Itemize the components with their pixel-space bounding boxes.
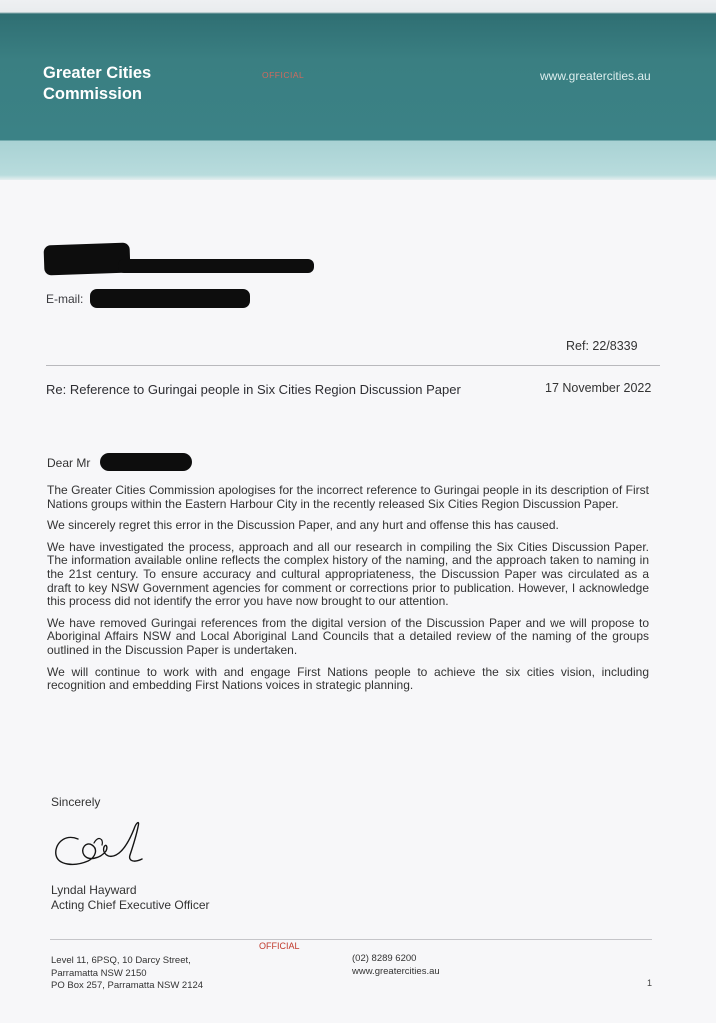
reference-number: Ref: 22/8339 xyxy=(566,339,638,353)
closing: Sincerely xyxy=(51,795,101,809)
address-line-2: Parramatta NSW 2150 xyxy=(51,967,147,979)
signer-name: Lyndal Hayward xyxy=(51,883,137,897)
footer-website: www.greatercities.au xyxy=(352,965,440,977)
redacted-name xyxy=(44,243,131,276)
brand-logo-text xyxy=(43,63,151,105)
signer-title: Acting Chief Executive Officer xyxy=(51,898,210,912)
footer-divider xyxy=(50,939,652,940)
footer-address xyxy=(51,955,203,993)
brand-line-2: Commission xyxy=(43,85,143,103)
email-label: E-mail: xyxy=(46,292,84,306)
body-paragraph: We have investigated the process, approach and all our research in compiling the Six Cities Discussion Paper. The information available online reflects the complex history of the naming, and the approach taken to naming in the 21st century. To ensure accuracy and cultural appropriateness, the Discussion Paper was circulated as a draft to key NSW Government agencies for comment or corrections prior to publication. However, I acknowledge this process did not identify the error you have now brought to our attention. xyxy=(47,539,649,609)
redacted-address xyxy=(118,259,314,273)
official-mark-bottom: OFFICIAL xyxy=(259,941,300,951)
footer-phone: (02) 8289 6200 xyxy=(352,953,417,964)
letter-subject: Re: Reference to Guringai people in Six Cities Region Discussion Paper xyxy=(46,382,461,397)
body-paragraph: The Greater Cities Commission apologises for the incorrect reference to Guringai people in its description of First Nations groups within the Eastern Harbour City in the recently released Six Cities Region Discussion Paper. xyxy=(47,483,649,511)
body-paragraph: We sincerely regret this error in the Discussion Paper, and any hurt and offense this has caused. xyxy=(47,518,559,533)
letter-date: 17 November 2022 xyxy=(545,381,652,395)
letter-body xyxy=(47,484,649,701)
address-line-3: PO Box 257, Parramatta NSW 2124 xyxy=(51,980,204,991)
header-website: www.greatercities.au xyxy=(540,69,651,83)
footer-contact xyxy=(352,953,440,978)
body-paragraph: We have removed Guringai references from the digital version of the Discussion Paper and we will propose to Aboriginal Affairs NSW and Local Aboriginal Land Councils that a detailed review of the naming of the groups outlined in the Discussion Paper is undertaken. xyxy=(47,615,649,657)
signer-block xyxy=(51,883,210,913)
body-paragraph: We will continue to work with and engage First Nations people to achieve the six cities vision, including recognition and embedding First Nations voices in strategic planning. xyxy=(47,664,649,693)
salutation xyxy=(47,456,90,470)
brand-line-1: Greater Cities xyxy=(43,64,152,82)
redacted-recipient-surname xyxy=(100,453,192,471)
redacted-email xyxy=(90,289,250,308)
letterhead-banner xyxy=(0,0,716,180)
official-mark-top: OFFICIAL xyxy=(262,70,305,80)
address-line-1: Level 11, 6PSQ, 10 Darcy Street, xyxy=(51,955,191,966)
handwritten-signature xyxy=(50,815,150,877)
page-number: 1 xyxy=(647,978,653,988)
salutation-text: Dear Mr xyxy=(47,456,91,470)
header-divider xyxy=(46,365,660,366)
